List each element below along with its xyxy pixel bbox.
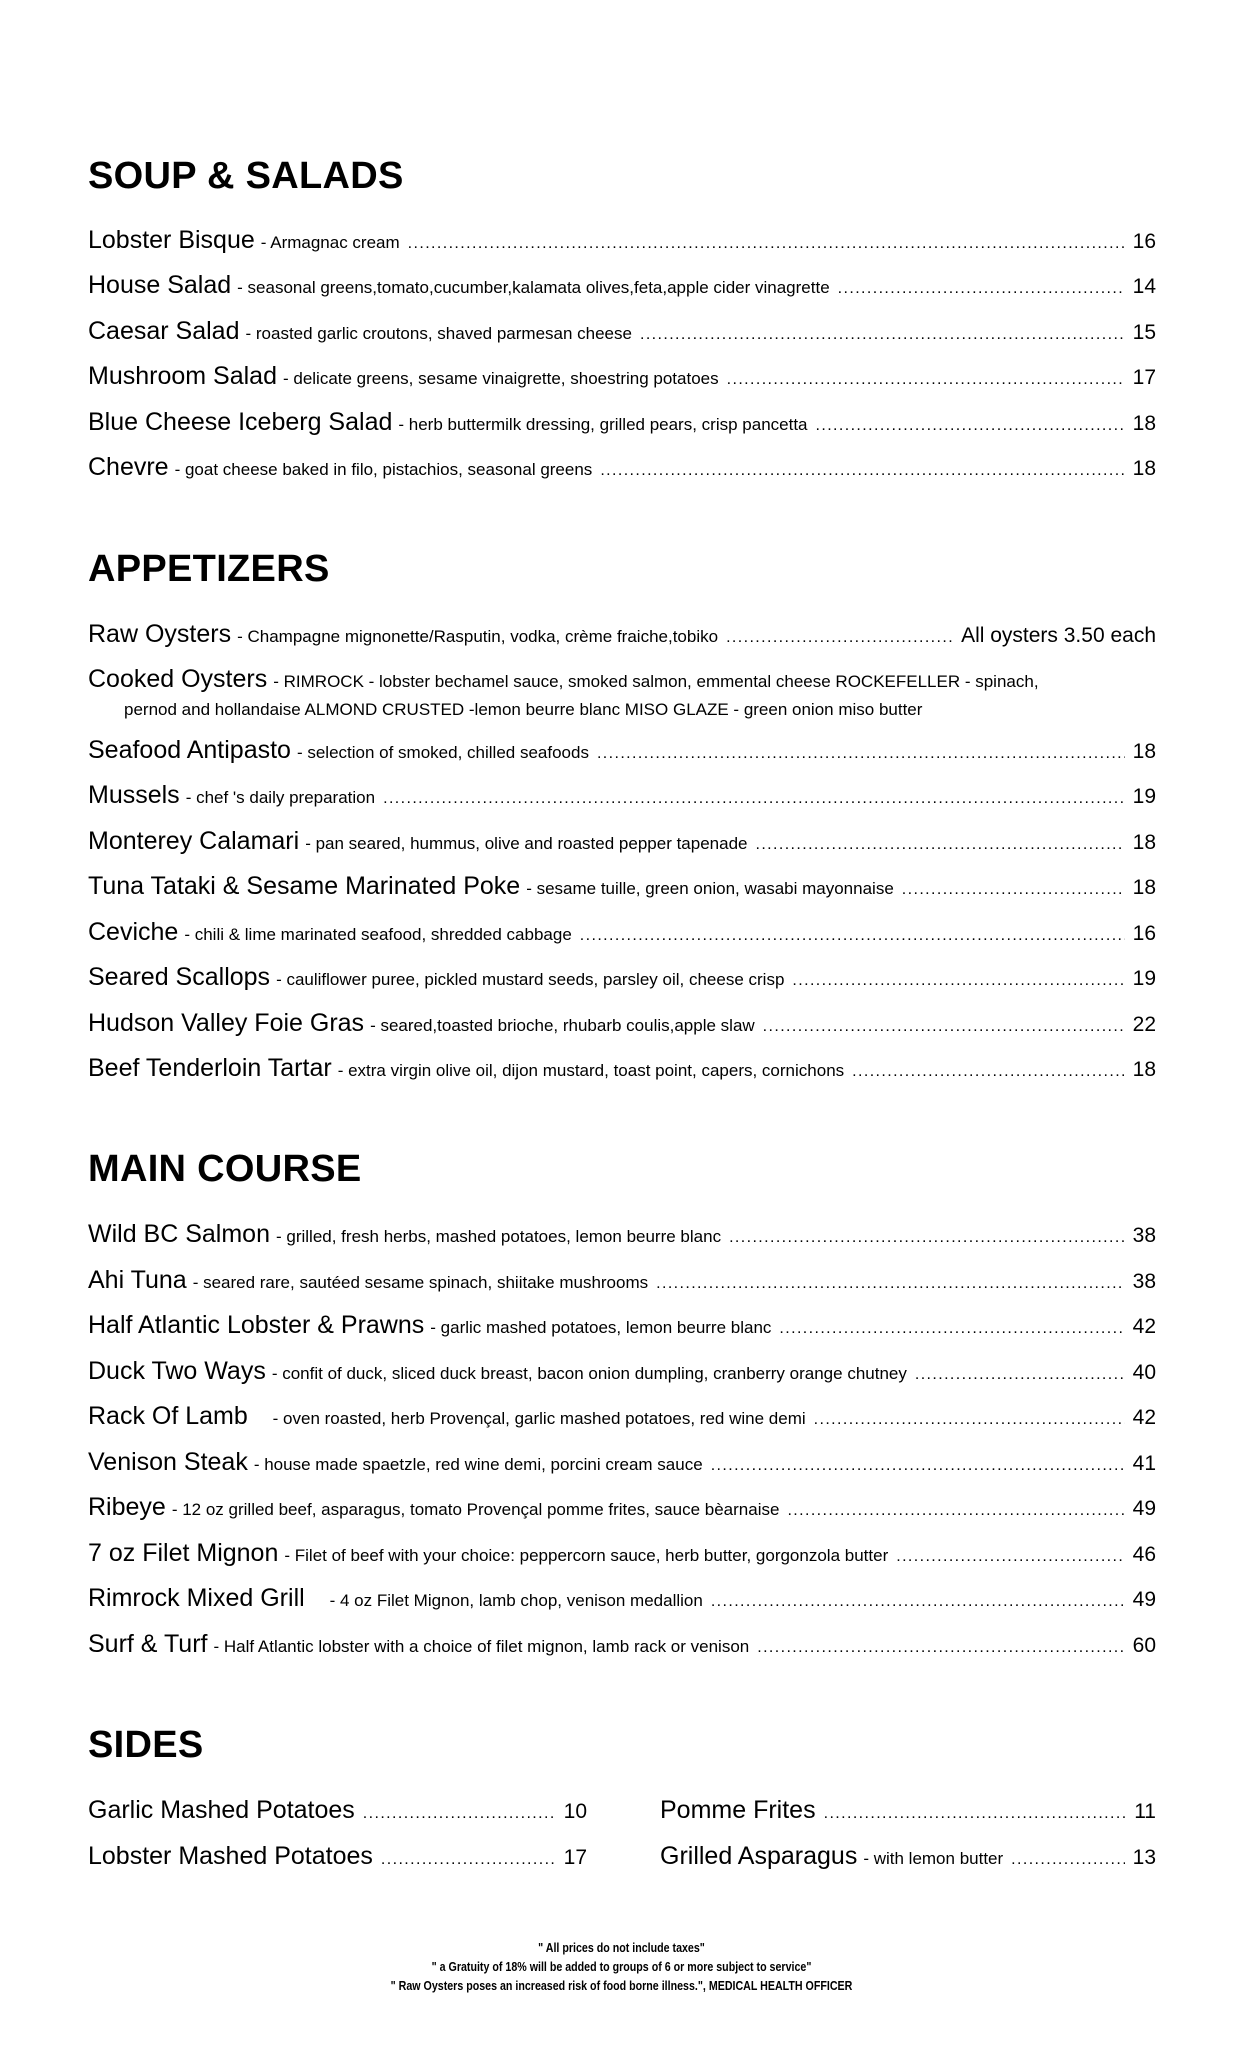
item-price: 38 xyxy=(1132,1224,1156,1247)
item-description: - Half Atlantic lobster with a choice of filet mignon, lamb rack or venison xyxy=(213,1637,750,1656)
item-price: 18 xyxy=(1132,412,1156,435)
item-price: 18 xyxy=(1132,740,1156,763)
item-name: Raw Oysters xyxy=(88,620,232,648)
item-price: All oysters 3.50 each xyxy=(961,624,1156,647)
item-price: 41 xyxy=(1132,1452,1156,1475)
dot-leader xyxy=(711,1593,1125,1611)
footer-health-warning: " Raw Oysters poses an increased risk of food borne illness.", MEDICAL HEALTH OFFICER xyxy=(390,1978,853,1993)
item-price: 16 xyxy=(1132,922,1156,945)
menu-item xyxy=(88,1493,1156,1522)
menu-item xyxy=(88,453,1156,482)
item-name: Garlic Mashed Potatoes xyxy=(88,1796,355,1824)
menu-item xyxy=(88,827,1156,856)
menu-item xyxy=(88,1009,1156,1038)
item-description: - seasonal greens,tomato,cucumber,kalamata olives,feta,apple cider vinagrette xyxy=(237,278,830,297)
section-title-mains: MAIN COURSE xyxy=(88,1148,362,1190)
dot-leader xyxy=(757,1639,1124,1657)
footer-taxes-note: " All prices do not include taxes" xyxy=(538,1940,705,1955)
dot-leader xyxy=(852,1063,1124,1081)
item-name: Half Atlantic Lobster & Prawns xyxy=(88,1311,425,1339)
item-price: 49 xyxy=(1132,1497,1156,1520)
dot-leader xyxy=(816,417,1125,435)
item-description: - cauliflower puree, pickled mustard seeds, parsley oil, cheese crisp xyxy=(276,970,785,989)
item-price: 40 xyxy=(1132,1361,1156,1384)
item-price: 42 xyxy=(1132,1315,1156,1338)
item-name: Caesar Salad xyxy=(88,317,240,345)
menu-item xyxy=(88,1357,1156,1386)
item-price: 46 xyxy=(1132,1543,1156,1566)
item-price: 10 xyxy=(563,1800,587,1823)
item-description: - seared,toasted brioche, rhubarb coulis,apple slaw xyxy=(370,1016,755,1035)
item-price: 17 xyxy=(563,1846,587,1869)
item-description: - Filet of beef with your choice: peppercorn sauce, herb butter, gorgonzola butter xyxy=(284,1546,889,1565)
dot-leader xyxy=(729,1229,1125,1247)
sides-right-column xyxy=(660,1796,1156,1888)
item-name: Seared Scallops xyxy=(88,963,271,991)
item-name: Duck Two Ways xyxy=(88,1357,266,1385)
item-price: 42 xyxy=(1132,1406,1156,1429)
item-name: Beef Tenderloin Tartar xyxy=(88,1054,332,1082)
item-name: Mussels xyxy=(88,781,180,809)
item-description: - Champagne mignonette/Rasputin, vodka, crème fraiche,tobiko xyxy=(237,627,719,646)
item-price: 17 xyxy=(1132,366,1156,389)
item-name: Ceviche xyxy=(88,918,179,946)
item-name: Seafood Antipasto xyxy=(88,736,291,764)
dot-leader xyxy=(381,1851,556,1869)
menu-item xyxy=(88,317,1156,346)
item-price: 18 xyxy=(1132,1058,1156,1081)
dot-leader xyxy=(787,1502,1124,1520)
dot-leader xyxy=(580,927,1125,945)
item-price: 18 xyxy=(1132,876,1156,899)
item-name: Blue Cheese Iceberg Salad xyxy=(88,408,393,436)
item-price: 22 xyxy=(1132,1013,1156,1036)
menu-item xyxy=(88,781,1156,810)
item-description: - sesame tuille, green onion, wasabi mayonnaise xyxy=(526,879,894,898)
sides-left-column xyxy=(88,1796,587,1888)
item-name: Mushroom Salad xyxy=(88,362,277,390)
item-description: - confit of duck, sliced duck breast, bacon onion dumpling, cranberry orange chutney xyxy=(271,1364,907,1383)
menu-item xyxy=(88,1220,1156,1249)
menu-item xyxy=(88,665,1156,720)
item-description: - with lemon butter xyxy=(863,1849,1004,1868)
item-description: - chili & lime marinated seafood, shredded cabbage xyxy=(184,925,572,944)
item-description-continued: pernod and hollandaise ALMOND CRUSTED -lemon beurre blanc MISO GLAZE - green onion miso butter xyxy=(124,700,923,719)
dot-leader xyxy=(727,371,1125,389)
item-description: - pan seared, hummus, olive and roasted pepper tapenade xyxy=(305,834,748,853)
menu-item xyxy=(88,1266,1156,1295)
dot-leader xyxy=(600,462,1124,480)
dot-leader xyxy=(383,790,1125,808)
item-description: - oven roasted, herb Provençal, garlic mashed potatoes, red wine demi xyxy=(253,1409,806,1428)
menu-item xyxy=(88,271,1156,300)
item-name: 7 oz Filet Mignon xyxy=(88,1539,279,1567)
dot-leader xyxy=(763,1018,1125,1036)
item-price: 19 xyxy=(1132,967,1156,990)
dot-leader xyxy=(755,836,1124,854)
dot-leader xyxy=(902,881,1125,899)
item-description: - house made spaetzle, red wine demi, porcini cream sauce xyxy=(253,1455,703,1474)
item-name: Hudson Valley Foie Gras xyxy=(88,1009,365,1037)
dot-leader xyxy=(838,280,1125,298)
menu-item xyxy=(88,1584,1156,1613)
item-name: Lobster Mashed Potatoes xyxy=(88,1842,373,1870)
section-title-soups: SOUP & SALADS xyxy=(88,155,404,197)
dot-leader xyxy=(363,1805,556,1823)
item-name: Grilled Asparagus xyxy=(660,1842,858,1870)
item-description: - Armagnac cream xyxy=(260,233,400,252)
menu-item xyxy=(88,1311,1156,1340)
footer-gratuity-note: " a Gratuity of 18% will be added to groups of 6 or more subject to service" xyxy=(431,1959,812,1974)
item-name: Pomme Frites xyxy=(660,1796,816,1824)
menu-item xyxy=(88,1402,1156,1431)
item-price: 49 xyxy=(1132,1588,1156,1611)
menu-item xyxy=(88,1539,1156,1568)
dot-leader xyxy=(408,235,1125,253)
item-name: Surf & Turf xyxy=(88,1630,208,1658)
item-name: Tuna Tataki & Sesame Marinated Poke xyxy=(88,872,521,900)
menu-item xyxy=(88,1630,1156,1659)
side-item xyxy=(660,1842,1156,1888)
menu-item xyxy=(88,872,1156,901)
item-name: Chevre xyxy=(88,453,169,481)
item-description: - herb buttermilk dressing, grilled pears, crisp pancetta xyxy=(398,415,808,434)
item-price: 11 xyxy=(1134,1800,1156,1823)
item-name: Ahi Tuna xyxy=(88,1266,187,1294)
dot-leader xyxy=(640,326,1125,344)
item-name: House Salad xyxy=(88,271,232,299)
menu-item xyxy=(88,408,1156,437)
item-name: Monterey Calamari xyxy=(88,827,300,855)
dot-leader xyxy=(656,1275,1125,1293)
dot-leader xyxy=(792,972,1124,990)
dot-leader xyxy=(726,629,953,647)
item-price: 60 xyxy=(1132,1634,1156,1657)
section-title-appetizers: APPETIZERS xyxy=(88,548,330,590)
item-name: Ribeye xyxy=(88,1493,166,1521)
menu-item xyxy=(88,1448,1156,1477)
item-description: - extra virgin olive oil, dijon mustard, toast point, capers, cornichons xyxy=(337,1061,845,1080)
item-price: 38 xyxy=(1132,1270,1156,1293)
footer-notes xyxy=(0,1938,1243,1995)
item-name: Rack Of Lamb xyxy=(88,1402,248,1430)
side-item xyxy=(88,1796,587,1842)
item-description: - selection of smoked, chilled seafoods xyxy=(296,743,589,762)
item-description: - delicate greens, sesame vinaigrette, shoestring potatoes xyxy=(282,369,719,388)
item-price: 15 xyxy=(1132,321,1156,344)
item-price: 19 xyxy=(1132,785,1156,808)
menu-item xyxy=(88,918,1156,947)
item-name: Venison Steak xyxy=(88,1448,248,1476)
side-item xyxy=(88,1842,587,1888)
item-name: Cooked Oysters xyxy=(88,665,268,693)
menu-item xyxy=(88,736,1156,765)
item-description: - roasted garlic croutons, shaved parmesan cheese xyxy=(245,324,632,343)
item-name: Wild BC Salmon xyxy=(88,1220,270,1248)
side-item xyxy=(660,1796,1156,1842)
item-description: - RIMROCK - lobster bechamel sauce, smoked salmon, emmental cheese ROCKEFELLER - spinach, xyxy=(273,672,1039,691)
section-title-sides: SIDES xyxy=(88,1724,204,1766)
item-description: - chef 's daily preparation xyxy=(185,788,376,807)
item-description: - garlic mashed potatoes, lemon beurre blanc xyxy=(430,1318,772,1337)
dot-leader xyxy=(1011,1851,1124,1869)
dot-leader xyxy=(779,1320,1124,1338)
item-price: 13 xyxy=(1132,1846,1156,1869)
dot-leader xyxy=(597,745,1125,763)
item-price: 18 xyxy=(1132,457,1156,480)
item-price: 18 xyxy=(1132,831,1156,854)
dot-leader xyxy=(824,1805,1127,1823)
menu-item xyxy=(88,963,1156,992)
item-description: - seared rare, sautéed sesame spinach, shiitake mushrooms xyxy=(192,1273,649,1292)
item-name: Lobster Bisque xyxy=(88,226,255,254)
dot-leader xyxy=(711,1457,1125,1475)
dot-leader xyxy=(814,1411,1125,1429)
item-price: 14 xyxy=(1132,275,1156,298)
item-description: - 4 oz Filet Mignon, lamb chop, venison medallion xyxy=(310,1591,703,1610)
menu-item xyxy=(88,226,1156,255)
item-description: - 12 oz grilled beef, asparagus, tomato Provençal pomme frites, sauce bèarnaise xyxy=(171,1500,780,1519)
item-price: 16 xyxy=(1132,230,1156,253)
item-name: Rimrock Mixed Grill xyxy=(88,1584,305,1612)
menu-item xyxy=(88,1054,1156,1083)
dot-leader xyxy=(915,1366,1125,1384)
item-description: - grilled, fresh herbs, mashed potatoes, lemon beurre blanc xyxy=(276,1227,722,1246)
menu-item xyxy=(88,362,1156,391)
item-description: - goat cheese baked in filo, pistachios, seasonal greens xyxy=(174,460,593,479)
dot-leader xyxy=(896,1548,1124,1566)
menu-item xyxy=(88,620,1156,649)
